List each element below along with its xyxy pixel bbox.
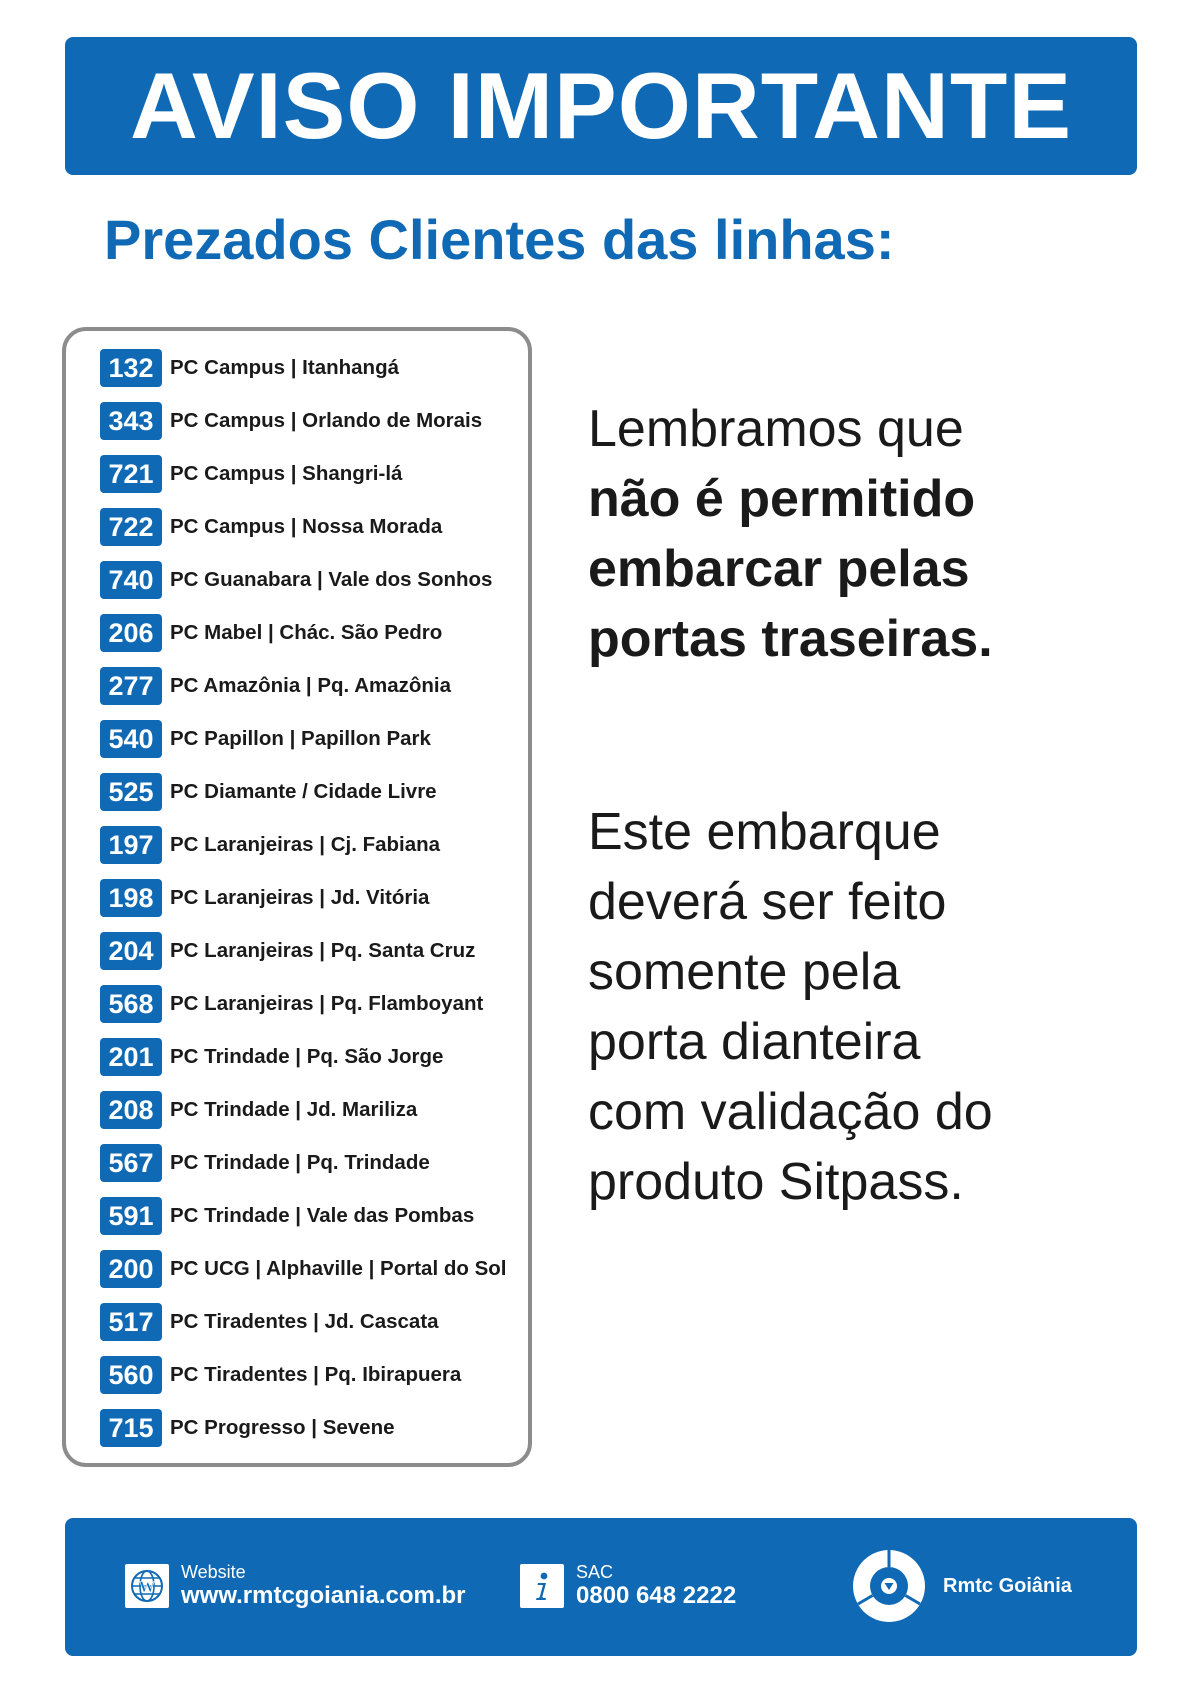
- bus-line-route-name: PC Campus | Nossa Morada: [170, 514, 443, 538]
- notice-line-bold: portas traseiras.: [588, 610, 993, 668]
- bus-line-route-name: PC Amazônia | Pq. Amazônia: [170, 673, 452, 697]
- bus-line-row: [100, 1356, 506, 1394]
- notice-line: deverá ser feito: [588, 873, 947, 931]
- bus-line-row: [100, 667, 506, 705]
- bus-line-row: [100, 614, 506, 652]
- bus-line-number-badge: 540: [100, 720, 162, 758]
- bus-lines-box: [62, 327, 532, 1467]
- bus-line-row: [100, 402, 506, 440]
- footer-sac: [520, 1563, 736, 1608]
- notice-line: somente pela: [588, 943, 901, 1001]
- bus-line-route-name: PC Trindade | Pq. Trindade: [170, 1150, 430, 1174]
- notice-line: Este embarque: [588, 803, 941, 861]
- bus-line-number-badge: 591: [100, 1197, 162, 1235]
- rmtc-logo-icon: [851, 1548, 927, 1624]
- bus-line-number-badge: 560: [100, 1356, 162, 1394]
- bus-line-number-badge: 206: [100, 614, 162, 652]
- bus-line-number-badge: 567: [100, 1144, 162, 1182]
- bus-line-route-name: PC Campus | Shangri-lá: [170, 461, 403, 485]
- svg-text:W: W: [139, 1578, 155, 1596]
- bus-line-number-badge: 715: [100, 1409, 162, 1447]
- bus-line-row: [100, 985, 506, 1023]
- bus-line-route-name: PC Trindade | Vale das Pombas: [170, 1203, 475, 1227]
- sac-phone: 0800 648 2222: [576, 1582, 737, 1609]
- bus-line-route-name: PC Laranjeiras | Pq. Flamboyant: [170, 991, 484, 1015]
- brand-name: Rmtc Goiânia: [943, 1574, 1072, 1597]
- bus-line-number-badge: 198: [100, 879, 162, 917]
- bus-line-route-name: PC Papillon | Papillon Park: [170, 726, 431, 750]
- bus-line-row: [100, 561, 506, 599]
- notice-line: com validação do: [588, 1083, 993, 1141]
- globe-icon: [125, 1564, 169, 1608]
- bus-line-number-badge: 132: [100, 349, 162, 387]
- bus-line-number-badge: 568: [100, 985, 162, 1023]
- bus-line-route-name: PC Tiradentes | Jd. Cascata: [170, 1309, 439, 1333]
- notice-line: porta dianteira: [588, 1013, 921, 1071]
- bus-line-route-name: PC Trindade | Pq. São Jorge: [170, 1044, 444, 1068]
- bus-lines-list: [100, 349, 506, 1462]
- footer-banner: [65, 1518, 1137, 1656]
- bus-line-route-name: PC Mabel | Chác. São Pedro: [170, 620, 443, 644]
- bus-line-row: [100, 508, 506, 546]
- bus-line-number-badge: 525: [100, 773, 162, 811]
- website-label: Website: [181, 1562, 246, 1582]
- bus-line-number-badge: 722: [100, 508, 162, 546]
- bus-line-number-badge: 208: [100, 1091, 162, 1129]
- notice-line-bold: embarcar pelas: [588, 540, 970, 598]
- bus-line-row: [100, 1144, 506, 1182]
- notice-line: Lembramos que: [588, 400, 964, 458]
- bus-line-route-name: PC Laranjeiras | Jd. Vitória: [170, 885, 430, 909]
- bus-line-route-name: PC Diamante / Cidade Livre: [170, 779, 437, 803]
- bus-line-route-name: PC Campus | Orlando de Morais: [170, 408, 483, 432]
- bus-line-number-badge: 517: [100, 1303, 162, 1341]
- bus-line-row: [100, 826, 506, 864]
- bus-line-route-name: PC Guanabara | Vale dos Sonhos: [170, 567, 493, 591]
- bus-line-number-badge: 201: [100, 1038, 162, 1076]
- footer-brand: [851, 1548, 1072, 1624]
- bus-line-row: [100, 720, 506, 758]
- bus-line-number-badge: 740: [100, 561, 162, 599]
- info-icon: [520, 1564, 564, 1608]
- bus-line-route-name: PC Trindade | Jd. Mariliza: [170, 1097, 418, 1121]
- bus-line-route-name: PC Laranjeiras | Cj. Fabiana: [170, 832, 441, 856]
- bus-line-number-badge: 343: [100, 402, 162, 440]
- notice-line: produto Sitpass.: [588, 1153, 964, 1211]
- bus-line-row: [100, 1038, 506, 1076]
- bus-line-number-badge: 197: [100, 826, 162, 864]
- bus-line-number-badge: 721: [100, 455, 162, 493]
- bus-line-number-badge: 204: [100, 932, 162, 970]
- bus-line-row: [100, 1303, 506, 1341]
- bus-line-route-name: PC Campus | Itanhangá: [170, 355, 399, 379]
- bus-line-row: [100, 455, 506, 493]
- bus-line-number-badge: 277: [100, 667, 162, 705]
- notice-line-bold: não é permitido: [588, 470, 976, 528]
- bus-line-row: [100, 349, 506, 387]
- bus-line-row: [100, 1091, 506, 1129]
- subtitle: Prezados Clientes das linhas:: [104, 208, 895, 271]
- bus-line-number-badge: 200: [100, 1250, 162, 1288]
- bus-line-row: [100, 879, 506, 917]
- website-link[interactable]: www.rmtcgoiania.com.br: [181, 1582, 466, 1609]
- bus-line-row: [100, 932, 506, 970]
- sac-label: SAC: [576, 1562, 614, 1582]
- notice-message-rear-doors: [588, 394, 1148, 674]
- bus-line-row: [100, 773, 506, 811]
- page-title: AVISO IMPORTANTE: [129, 53, 1073, 158]
- notice-message-front-door: [588, 797, 1148, 1217]
- footer-website[interactable]: [125, 1563, 466, 1608]
- bus-line-row: [100, 1197, 506, 1235]
- bus-line-route-name: PC UCG | Alphaville | Portal do Sol: [170, 1256, 507, 1280]
- bus-line-route-name: PC Tiradentes | Pq. Ibirapuera: [170, 1362, 462, 1386]
- bus-line-row: [100, 1409, 506, 1447]
- header-banner: [65, 37, 1137, 175]
- bus-line-route-name: PC Progresso | Sevene: [170, 1415, 395, 1439]
- bus-line-route-name: PC Laranjeiras | Pq. Santa Cruz: [170, 938, 476, 962]
- bus-line-row: [100, 1250, 506, 1288]
